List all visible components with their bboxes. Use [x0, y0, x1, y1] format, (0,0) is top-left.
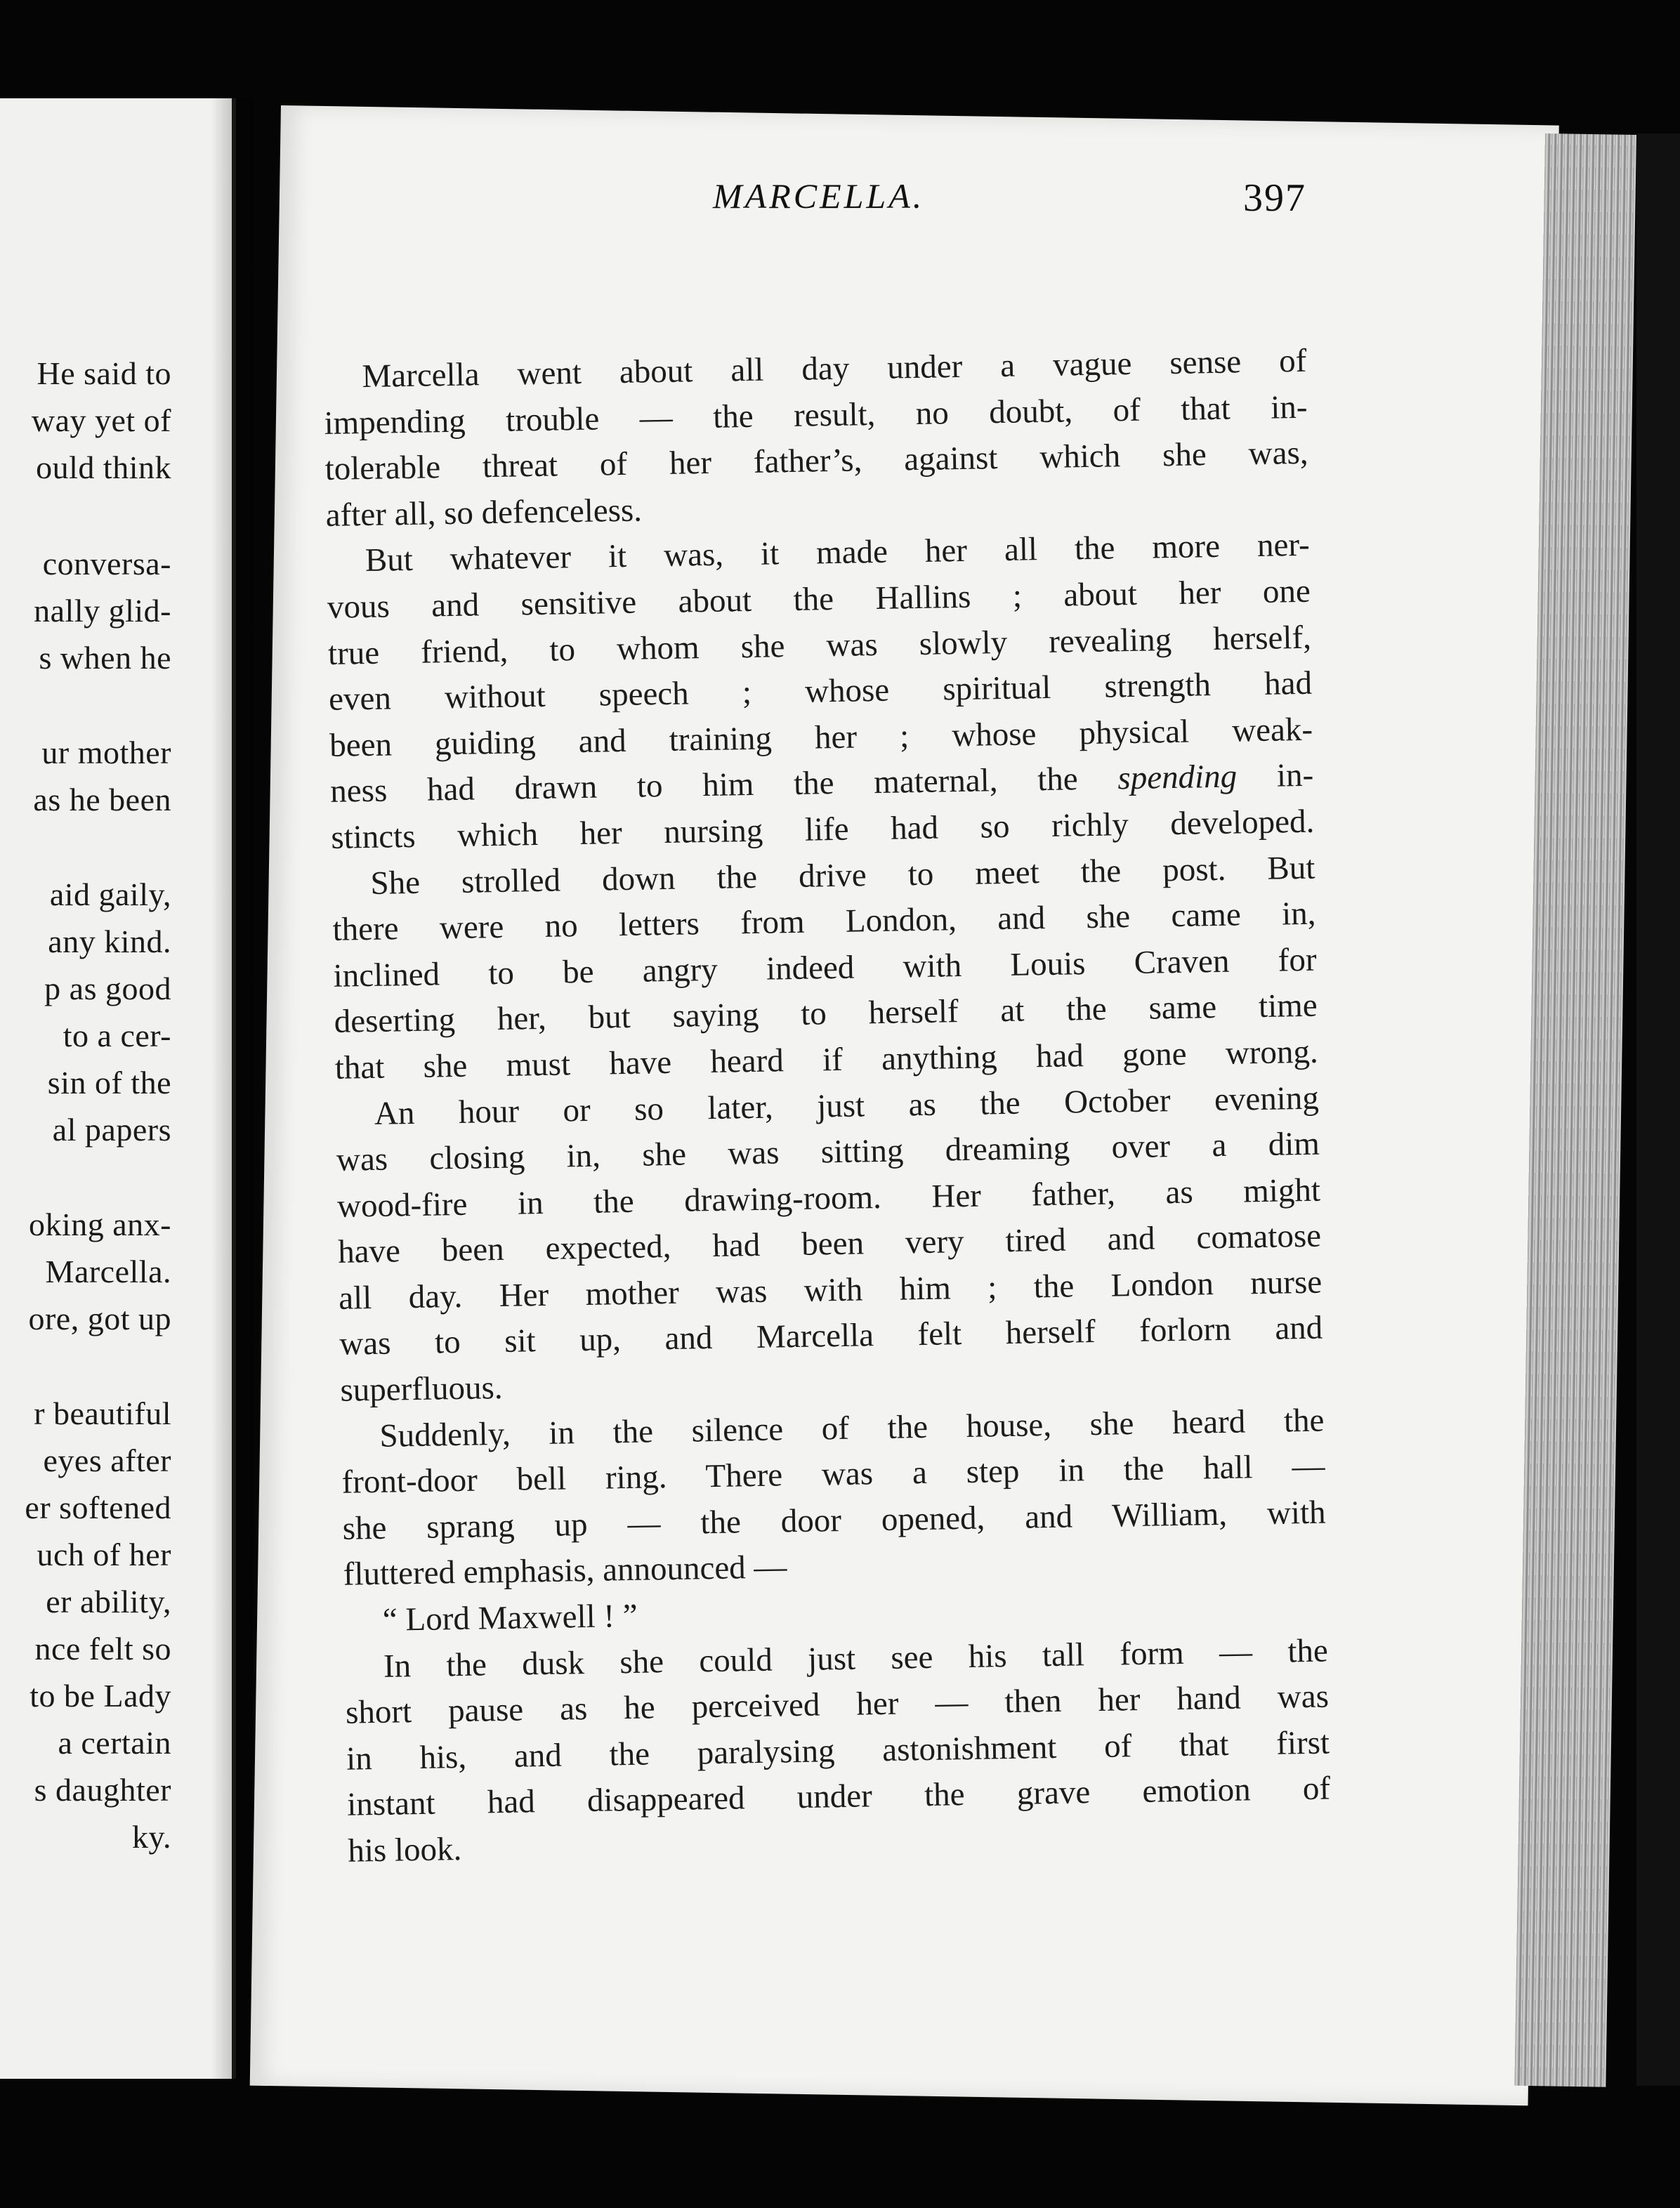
- book-edge-shadow: [1636, 133, 1680, 2086]
- text-line: fluttered emphasis, announced —: [343, 1549, 787, 1593]
- page-number: 397: [1243, 176, 1306, 220]
- text-line: She strolled down the drive to meet the post. But: [370, 849, 1315, 902]
- text-line: ness had drawn to him the maternal, the spending in-: [329, 757, 1314, 810]
- text-line: “ Lord Maxwell ! ”: [382, 1597, 638, 1638]
- text-line: his look.: [347, 1831, 462, 1869]
- running-title: MARCELLA.: [713, 176, 925, 216]
- left-page-line: ore, got up: [28, 1301, 171, 1336]
- left-page-line: conversa-: [42, 546, 171, 581]
- left-page-line: ould think: [36, 449, 171, 485]
- left-page-line: uch of her: [37, 1537, 171, 1572]
- text-line: vous and sensitive about the Hallins ; about her one: [327, 572, 1311, 626]
- text-line: stincts which her nursing life had so richly developed.: [330, 803, 1315, 856]
- text-line: instant had disappeared under the grave emotion of: [346, 1770, 1331, 1824]
- text-line: Suddenly, in the silence of the house, she heard the: [379, 1402, 1325, 1454]
- text-line: she sprang up — the door opened, and William, with: [342, 1494, 1326, 1547]
- left-page-line: Marcella.: [45, 1254, 171, 1289]
- body-text: [323, 339, 1332, 1875]
- text-line: deserting her, but saying to herself at the same time: [334, 987, 1318, 1041]
- left-page-line: oking anx-: [28, 1207, 171, 1242]
- left-page-line: aid gaily,: [49, 876, 171, 912]
- text-line: true friend, to whom she was slowly revealing herself,: [327, 619, 1312, 672]
- left-page-line: nce felt so: [34, 1631, 171, 1667]
- left-page-line: s when he: [39, 640, 171, 676]
- text-line: all day. Her mother was with him ; the London nurse: [338, 1263, 1323, 1317]
- left-page-line: sin of the: [47, 1065, 171, 1100]
- left-page-line: r beautiful: [34, 1395, 171, 1431]
- text-line: even without speech ; whose spiritual strength had: [328, 664, 1313, 718]
- text-line: there were no letters from London, and she came in,: [332, 895, 1316, 949]
- text-line: impending trouble — the result, no doubt, of that in-: [324, 388, 1308, 442]
- text-line: was to sit up, and Marcella felt herself forlorn and: [339, 1310, 1323, 1363]
- left-page-line: er ability,: [46, 1584, 171, 1619]
- left-page-line: s daughter: [34, 1772, 171, 1808]
- gutter-shadow: [211, 98, 253, 2079]
- text-line: Marcella went about all day under a vague sense of: [362, 342, 1307, 395]
- left-page-line: ur mother: [41, 735, 171, 770]
- left-page-line: er softened: [25, 1490, 171, 1525]
- left-page-line: nally glid-: [34, 593, 171, 629]
- text-line: wood-fire in the drawing-room. Her father, as might: [336, 1171, 1321, 1225]
- text-line: after all, so defenceless.: [325, 492, 643, 534]
- text-line: superfluous.: [340, 1369, 503, 1409]
- left-page-line: al papers: [52, 1112, 171, 1148]
- text-line: In the dusk she could just see his tall form — the: [383, 1632, 1329, 1685]
- text-line: was closing in, she was sitting dreaming over a dim: [336, 1125, 1320, 1178]
- left-page-line: any kind.: [48, 924, 171, 959]
- left-page-line: to a cer-: [63, 1018, 171, 1053]
- left-page-line: eyes after: [43, 1443, 171, 1478]
- text-line: inclined to be angry indeed with Louis Craven for: [333, 941, 1317, 994]
- left-page-line: p as good: [44, 971, 171, 1006]
- text-line: been guiding and training her ; whose physical weak-: [329, 711, 1313, 764]
- left-page: [0, 98, 236, 2079]
- text-line: that she must have heard if anything had gone wrong.: [334, 1033, 1319, 1086]
- text-line: front-door bell ring. There was a step in the hall —: [341, 1447, 1325, 1501]
- text-line: But whatever it was, it made her all the more ner-: [365, 527, 1311, 579]
- left-page-line: He said to: [37, 355, 171, 391]
- text-line: An hour or so later, just as the October evening: [374, 1079, 1320, 1132]
- left-page-line: to be Lady: [29, 1678, 171, 1714]
- text-line: have been expected, had been very tired and comatose: [337, 1217, 1322, 1271]
- emphasis-word: spending: [1117, 758, 1238, 797]
- left-page-line: ky.: [131, 1819, 171, 1855]
- text-line: short pause as he perceived her — then her hand was: [345, 1678, 1330, 1731]
- text-line: tolerable threat of her father’s, against which she was,: [324, 434, 1308, 488]
- left-page-line: as he been: [33, 782, 171, 817]
- left-page-line: way yet of: [31, 402, 171, 438]
- left-page-line: a certain: [58, 1725, 171, 1761]
- text-line: in his, and the paralysing astonishment of that first: [346, 1724, 1330, 1777]
